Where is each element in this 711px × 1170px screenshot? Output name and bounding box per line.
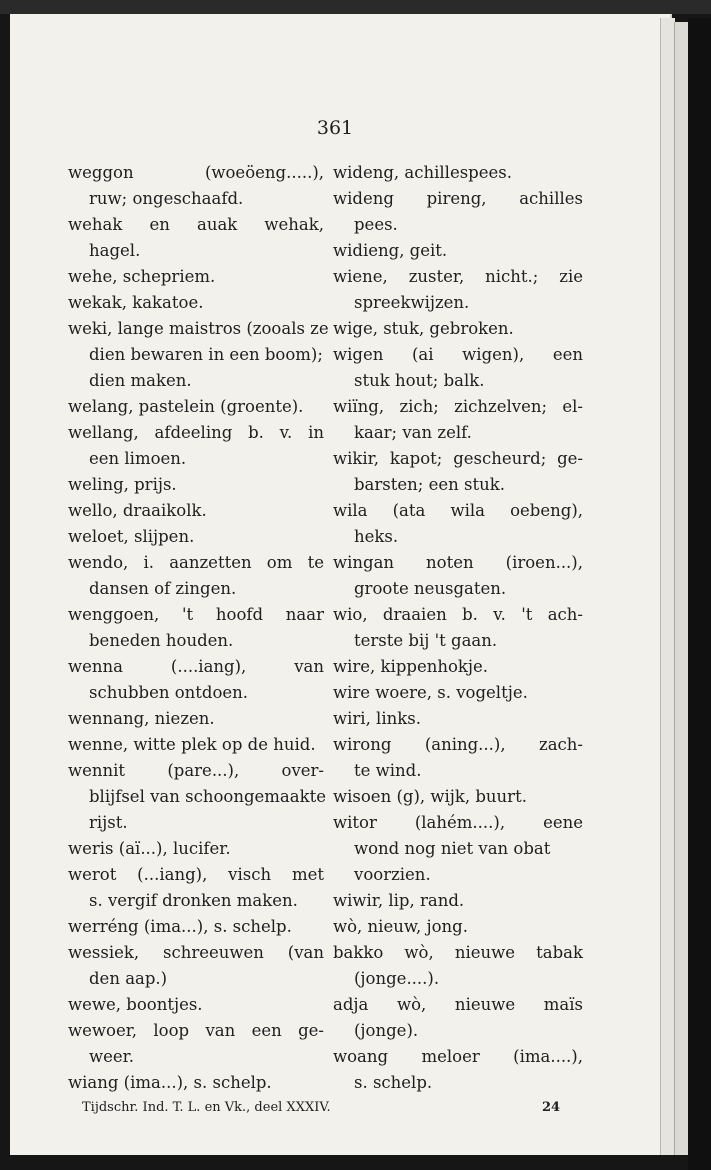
dictionary-entry [68, 654, 324, 706]
dictionary-entry [68, 758, 324, 836]
dictionary-entry [68, 550, 324, 602]
dictionary-entry [333, 1044, 583, 1096]
entry-headline: wellang, afdeeling b. v. in [68, 423, 324, 442]
entry-continuation: dien maken. [89, 371, 192, 390]
dictionary-entry [68, 316, 329, 394]
dictionary-entry [333, 264, 583, 316]
entry-continuation: weer. [89, 1047, 134, 1066]
dictionary-entry [68, 472, 324, 498]
entry-headline: wennit (pare...), over- [68, 761, 324, 780]
entry-headline: wikir, kapot; gescheurd; ge- [333, 449, 583, 468]
dictionary-entry [333, 940, 583, 992]
dictionary-entry [333, 342, 583, 394]
entry-continuation: een limoen. [89, 449, 187, 468]
entry-headline: wello, draaikolk. [68, 501, 207, 520]
dictionary-entry [68, 1018, 324, 1070]
dictionary-entry [68, 602, 324, 654]
page-number: 361 [316, 117, 354, 139]
dictionary-entry [333, 732, 583, 784]
dictionary-entry [68, 524, 324, 550]
dictionary-entry [333, 914, 583, 940]
dictionary-entry [333, 498, 583, 550]
dictionary-entry [333, 706, 583, 732]
page-stack-edge [660, 18, 675, 1155]
entry-continuation: hagel. [89, 241, 141, 260]
dictionary-entry [333, 888, 583, 914]
entry-continuation: blijfsel van schoongemaakte [89, 787, 326, 806]
entry-headline: werot (...iang), visch met [68, 865, 324, 884]
entry-headline: wiïng, zich; zichzelven; el- [333, 397, 583, 416]
entry-continuation: beneden houden. [89, 631, 234, 650]
dictionary-entry [68, 836, 324, 862]
dictionary-entry [68, 862, 324, 914]
entry-headline: wige, stuk, gebroken. [333, 319, 514, 338]
entry-headline: weloet, slijpen. [68, 527, 195, 546]
dictionary-entry [68, 732, 324, 758]
entry-headline: wire, kippenhokje. [333, 657, 489, 676]
entry-headline: wewe, boontjes. [68, 995, 203, 1014]
scan-right-border [688, 18, 711, 1170]
entry-headline: wenne, witte plek op de huid. [68, 735, 316, 754]
dictionary-entry [333, 316, 583, 342]
entry-headline: wire woere, s. vogeltje. [333, 683, 528, 702]
entry-headline: wio, draaien b. v. 't ach- [333, 605, 583, 624]
entry-headline: weggon (woeöeng.....), [68, 163, 324, 182]
entry-headline: wewoer, loop van een ge- [68, 1021, 324, 1040]
entry-headline: wò, nieuw, jong. [333, 917, 468, 936]
entry-headline: wideng, achillespees. [333, 163, 512, 182]
dictionary-entry [333, 810, 583, 888]
entry-continuation: stuk hout; balk. [354, 371, 485, 390]
entry-headline: wirong (aning...), zach- [333, 735, 583, 754]
entry-continuation: (jonge). [354, 1021, 419, 1040]
dictionary-entry [68, 420, 324, 472]
entry-headline: adja wò, nieuwe maïs [333, 995, 583, 1014]
entry-headline: wekak, kakatoe. [68, 293, 204, 312]
dictionary-entry [68, 160, 324, 212]
right-column [333, 160, 583, 1096]
dictionary-entry [333, 784, 583, 810]
dictionary-entry [68, 914, 324, 940]
dictionary-entry [333, 394, 583, 446]
entry-headline: wiang (ima...), s. schelp. [68, 1073, 272, 1092]
entry-headline: wendo, i. aanzetten om te [68, 553, 324, 572]
page-stack-edge [674, 22, 689, 1155]
dictionary-entry [333, 238, 583, 264]
entry-continuation: te wind. [354, 761, 422, 780]
entry-headline: welang, pastelein (groente). [68, 397, 304, 416]
entry-continuation: barsten; een stuk. [354, 475, 505, 494]
entry-headline: weris (aï...), lucifer. [68, 839, 231, 858]
dictionary-entry [333, 602, 583, 654]
entry-continuation: den aap.) [89, 969, 168, 988]
entry-headline: weling, prijs. [68, 475, 177, 494]
entry-continuation: s. schelp. [354, 1073, 433, 1092]
left-column [68, 160, 329, 1096]
footer-signature: 24 [542, 1100, 561, 1115]
dictionary-entry [68, 992, 324, 1018]
entry-headline: wehak en auak wehak, [68, 215, 324, 234]
entry-continuation: ruw; ongeschaafd. [89, 189, 244, 208]
entry-headline: wessiek, schreeuwen (van [68, 943, 324, 962]
entry-continuation: spreekwijzen. [354, 293, 470, 312]
entry-headline: wigen (ai wigen), een [333, 345, 583, 364]
entry-headline: witor (lahém....), eene [333, 813, 583, 832]
dictionary-entry [68, 212, 324, 264]
entry-headline: wideng pireng, achilles [333, 189, 583, 208]
book-page [10, 14, 672, 1155]
entry-headline: woang meloer (ima....), [333, 1047, 583, 1066]
entry-continuation: dansen of zingen. [89, 579, 237, 598]
dictionary-entry [68, 264, 324, 290]
entry-headline: wenna (....iang), van [68, 657, 324, 676]
entry-headline: wennang, niezen. [68, 709, 215, 728]
dictionary-entry [333, 654, 583, 680]
entry-headline: werréng (ima...), s. schelp. [68, 917, 292, 936]
dictionary-entry [68, 706, 324, 732]
dictionary-entry [333, 160, 583, 186]
scan-top-edge [0, 0, 711, 14]
entry-headline: wenggoen, 't hoofd naar [68, 605, 324, 624]
dictionary-entry [333, 550, 583, 602]
entry-continuation: schubben ontdoen. [89, 683, 249, 702]
dictionary-entry [68, 940, 324, 992]
entry-headline: wiwir, lip, rand. [333, 891, 465, 910]
entry-continuation: dien bewaren in een boom); [89, 345, 323, 364]
dictionary-entry [333, 186, 583, 238]
dictionary-entry [68, 394, 324, 420]
entry-continuation: rijst. [89, 813, 128, 832]
entry-continuation: wond nog niet van obat [354, 839, 551, 858]
entry-headline: wisoen (g), wijk, buurt. [333, 787, 527, 806]
dictionary-entry [333, 446, 583, 498]
entry-headline: weki, lange maistros (zooals ze [68, 319, 329, 338]
entry-continuation: voorzien. [354, 865, 431, 884]
dictionary-entry [333, 992, 583, 1044]
dictionary-entry [333, 680, 583, 706]
entry-continuation: kaar; van zelf. [354, 423, 472, 442]
entry-headline: wingan noten (iroen...), [333, 553, 583, 572]
dictionary-entry [68, 498, 324, 524]
entry-headline: wiri, links. [333, 709, 421, 728]
entry-continuation: (jonge....). [354, 969, 440, 988]
entry-continuation: groote neusgaten. [354, 579, 507, 598]
entry-continuation: s. vergif dronken maken. [89, 891, 298, 910]
entry-headline: bakko wò, nieuwe tabak [333, 943, 583, 962]
entry-continuation: terste bij 't gaan. [354, 631, 498, 650]
entry-headline: widieng, geit. [333, 241, 448, 260]
dictionary-entry [68, 290, 324, 316]
footer-journal: Tijdschr. Ind. T. L. en Vk., deel XXXIV. [82, 1100, 331, 1115]
entry-continuation: pees. [354, 215, 398, 234]
dictionary-entry [68, 1070, 324, 1096]
entry-continuation: heks. [354, 527, 399, 546]
entry-headline: wila (ata wila oebeng), [333, 501, 583, 520]
entry-headline: wehe, schepriem. [68, 267, 216, 286]
entry-headline: wiene, zuster, nicht.; zie [333, 267, 583, 286]
